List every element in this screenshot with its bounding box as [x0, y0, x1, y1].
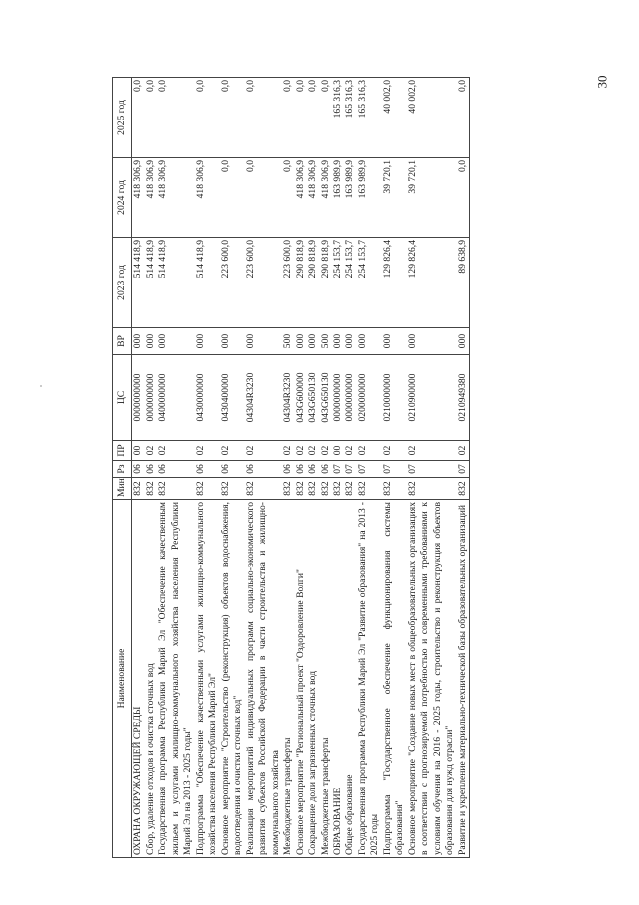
cell-2023: 254 153,7: [344, 238, 356, 328]
cell-rz: 06: [195, 461, 220, 478]
cell-rz: 06: [157, 461, 194, 478]
cell-cs: 0000000000: [332, 355, 344, 441]
table-row: [344, 78, 356, 858]
cell-cs: 0200000000: [357, 355, 382, 441]
cell-2023: 290 818,9: [295, 238, 307, 328]
table-row: [307, 78, 319, 858]
header-cs: ЦС: [113, 355, 132, 441]
cell-2024: 418 306,9: [132, 158, 145, 238]
cell-cs: 0210900000: [407, 355, 457, 441]
cell-2023: 129 826,4: [407, 238, 457, 328]
cell-vr: 000: [332, 328, 344, 355]
cell-2025: 0,0: [457, 78, 470, 158]
cell-2025: 0,0: [157, 78, 194, 158]
cell-rz: 07: [382, 461, 407, 478]
cell-pr: 02: [307, 441, 319, 461]
cell-2024: 163 989,9: [357, 158, 382, 238]
cell-pr: 02: [245, 441, 282, 461]
cell-min: 832: [332, 478, 344, 500]
table-row: [457, 78, 470, 858]
cell-cs: 043G600000: [295, 355, 307, 441]
cell-pr: 02: [195, 441, 220, 461]
cell-vr: 000: [457, 328, 470, 355]
cell-vr: 000: [145, 328, 157, 355]
cell-rz: 06: [320, 461, 332, 478]
cell-2023: 223 600,0: [220, 238, 245, 328]
cell-min: 832: [457, 478, 470, 500]
cell-vr: 000: [382, 328, 407, 355]
cell-min: 832: [357, 478, 382, 500]
cell-2025: 0,0: [145, 78, 157, 158]
cell-vr: 000: [357, 328, 382, 355]
cell-name: Межбюджетные трансферты: [320, 500, 332, 858]
cell-rz: 07: [357, 461, 382, 478]
cell-2025: 0,0: [320, 78, 332, 158]
cell-2023: 514 418,9: [195, 238, 220, 328]
cell-2025: 0,0: [282, 78, 294, 158]
cell-rz: 06: [145, 461, 157, 478]
cell-2024: 418 306,9: [145, 158, 157, 238]
cell-pr: 02: [382, 441, 407, 461]
cell-min: 832: [220, 478, 245, 500]
cell-2025: 0,0: [132, 78, 145, 158]
cell-2023: 254 153,7: [357, 238, 382, 328]
cell-2023: 290 818,9: [320, 238, 332, 328]
cell-cs: 043G650130: [320, 355, 332, 441]
cell-pr: 02: [344, 441, 356, 461]
table-row: [195, 78, 220, 858]
header-name: Наименование: [113, 500, 132, 858]
header-vr: ВР: [113, 328, 132, 355]
cell-2024: 418 306,9: [307, 158, 319, 238]
cell-name: ОБРАЗОВАНИЕ: [332, 500, 344, 858]
rotated-page-content: [112, 78, 588, 858]
cell-2025: 0,0: [245, 78, 282, 158]
cell-name: Подпрограмма "Обеспечение качественными услугами жилищно-коммунального хозяйства населения Республики Марий Эл": [195, 500, 220, 858]
cell-name: ОХРАНА ОКРУЖАЮЩЕЙ СРЕДЫ: [132, 500, 145, 858]
cell-cs: 043G650130: [307, 355, 319, 441]
cell-2024: 0,0: [457, 158, 470, 238]
cell-2024: 163 989,9: [344, 158, 356, 238]
table-row: [220, 78, 245, 858]
cell-cs: 0000000000: [145, 355, 157, 441]
cell-cs: 0400000000: [157, 355, 194, 441]
cell-2023: 254 153,7: [332, 238, 344, 328]
cell-vr: 500: [320, 328, 332, 355]
cell-pr: 00: [332, 441, 344, 461]
page-number: 30: [594, 75, 610, 89]
cell-cs: 0000000000: [132, 355, 145, 441]
table-row: [295, 78, 307, 858]
scan-speck: [40, 385, 42, 387]
cell-pr: 02: [407, 441, 457, 461]
cell-cs: 0430400000: [220, 355, 245, 441]
cell-2023: 514 418,9: [145, 238, 157, 328]
cell-2024: 39 720,1: [382, 158, 407, 238]
cell-cs: 0210949380: [457, 355, 470, 441]
cell-min: 832: [320, 478, 332, 500]
cell-2025: 40 002,0: [382, 78, 407, 158]
cell-min: 832: [195, 478, 220, 500]
cell-rz: 07: [332, 461, 344, 478]
cell-min: 832: [295, 478, 307, 500]
cell-vr: 000: [344, 328, 356, 355]
cell-min: 832: [407, 478, 457, 500]
cell-name: Государственная программа Республики Марий Эл "Развитие образования" на 2013 - 2025 годы: [357, 500, 382, 858]
header-2025: 2025 год: [113, 78, 132, 158]
cell-2023: 89 638,9: [457, 238, 470, 328]
cell-2024: 418 306,9: [195, 158, 220, 238]
table-row: [157, 78, 194, 858]
cell-2024: 0,0: [245, 158, 282, 238]
cell-vr: 000: [407, 328, 457, 355]
cell-name: Основное мероприятие "Создание новых мест в общеобразовательных организациях в соответствии с прогнозируемой потребностью и современными требованиями к условиям обучения на 2016 - 2025 годы, строительство и реконструкция объектов образования для нужд отрасли": [407, 500, 457, 858]
cell-name: Сбор, удаление отходов и очистка сточных вод: [145, 500, 157, 858]
cell-min: 832: [132, 478, 145, 500]
cell-2023: 223 600,0: [282, 238, 294, 328]
cell-2025: 0,0: [195, 78, 220, 158]
cell-2024: 39 720,1: [407, 158, 457, 238]
cell-rz: 06: [282, 461, 294, 478]
cell-pr: 02: [282, 441, 294, 461]
cell-name: Межбюджетные трансферты: [282, 500, 294, 858]
cell-pr: 02: [157, 441, 194, 461]
cell-rz: 07: [457, 461, 470, 478]
table-header-row: [113, 78, 132, 858]
cell-pr: 02: [145, 441, 157, 461]
cell-2023: 514 418,9: [132, 238, 145, 328]
cell-min: 832: [307, 478, 319, 500]
cell-min: 832: [245, 478, 282, 500]
cell-rz: 07: [344, 461, 356, 478]
cell-rz: 06: [307, 461, 319, 478]
header-rz: Рз: [113, 461, 132, 478]
header-2024: 2024 год: [113, 158, 132, 238]
cell-2024: 0,0: [220, 158, 245, 238]
cell-2025: 165 316,3: [332, 78, 344, 158]
cell-name: Реализация мероприятий индивидуальных программ социально-экономического развития субъектов Российской Федерации в части строительства и жилищно-коммунального хозяйства: [245, 500, 282, 858]
cell-2024: 0,0: [282, 158, 294, 238]
cell-min: 832: [382, 478, 407, 500]
cell-vr: 000: [132, 328, 145, 355]
cell-name: Общее образование: [344, 500, 356, 858]
cell-pr: 02: [220, 441, 245, 461]
cell-2024: 163 989,9: [332, 158, 344, 238]
cell-min: 832: [344, 478, 356, 500]
cell-name: Основное мероприятие "Региональный проект "Оздоровление Волги": [295, 500, 307, 858]
cell-pr: 02: [457, 441, 470, 461]
cell-2023: 290 818,9: [307, 238, 319, 328]
cell-cs: 0000000000: [344, 355, 356, 441]
cell-cs: 0430000000: [195, 355, 220, 441]
cell-rz: 06: [220, 461, 245, 478]
table-row: [407, 78, 457, 858]
cell-name: Государственная программа Республики Марий Эл "Обеспечение качественным жильем и услугами жилищно-коммунального хозяйства населения Республики Марий Эл на 2013 - 2025 годы": [157, 500, 194, 858]
cell-rz: 06: [132, 461, 145, 478]
table-row: [282, 78, 294, 858]
cell-min: 832: [145, 478, 157, 500]
cell-vr: 000: [295, 328, 307, 355]
cell-pr: 02: [295, 441, 307, 461]
cell-2024: 418 306,9: [295, 158, 307, 238]
cell-vr: 000: [307, 328, 319, 355]
cell-name: Подпрограмма "Государственное обеспечение функционирования системы образования": [382, 500, 407, 858]
cell-vr: 000: [157, 328, 194, 355]
cell-vr: 000: [220, 328, 245, 355]
cell-2025: 0,0: [220, 78, 245, 158]
cell-vr: 000: [195, 328, 220, 355]
table-row: [382, 78, 407, 858]
cell-2025: 0,0: [307, 78, 319, 158]
cell-rz: 07: [407, 461, 457, 478]
cell-2025: 165 316,3: [344, 78, 356, 158]
cell-2023: 223 600,0: [245, 238, 282, 328]
cell-2025: 0,0: [295, 78, 307, 158]
cell-cs: 0210000000: [382, 355, 407, 441]
budget-table: [112, 77, 470, 858]
cell-name: Сокращение доли загрязненных сточных вод: [307, 500, 319, 858]
table-row: [332, 78, 344, 858]
cell-2023: 514 418,9: [157, 238, 194, 328]
cell-2024: 418 306,9: [157, 158, 194, 238]
cell-2025: 165 316,3: [357, 78, 382, 158]
cell-cs: 04304R3230: [245, 355, 282, 441]
table-row: [320, 78, 332, 858]
cell-2023: 129 826,4: [382, 238, 407, 328]
cell-name: Развитие и укрепление материально-технической базы образовательных организаций: [457, 500, 470, 858]
cell-pr: 02: [320, 441, 332, 461]
cell-vr: 000: [245, 328, 282, 355]
cell-min: 832: [157, 478, 194, 500]
header-2023: 2023 год: [113, 238, 132, 328]
table-row: [132, 78, 145, 858]
cell-min: 832: [282, 478, 294, 500]
cell-name: Основное мероприятие "Строительство (реконструкция) объектов водоснабжения, водоотведения и очистки сточных вод": [220, 500, 245, 858]
header-min: Мин: [113, 478, 132, 500]
header-pr: ПР: [113, 441, 132, 461]
cell-rz: 06: [295, 461, 307, 478]
table-row: [357, 78, 382, 858]
cell-cs: 04304R3230: [282, 355, 294, 441]
cell-vr: 500: [282, 328, 294, 355]
table-row: [145, 78, 157, 858]
cell-2025: 40 002,0: [407, 78, 457, 158]
table-row: [245, 78, 282, 858]
cell-pr: 02: [357, 441, 382, 461]
table-body: [132, 78, 470, 858]
cell-rz: 06: [245, 461, 282, 478]
cell-pr: 00: [132, 441, 145, 461]
cell-2024: 418 306,9: [320, 158, 332, 238]
